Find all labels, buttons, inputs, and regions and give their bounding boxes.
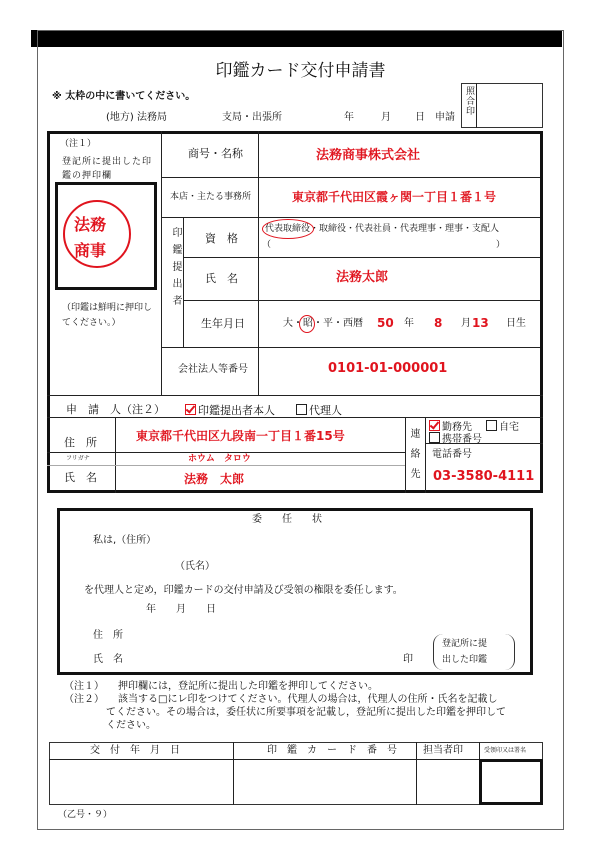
proxy-line3: を代理人と定め，印鑑カードの交付申請及び受領の権限を委任します。: [84, 585, 403, 596]
proxy-seal-mark: 印: [403, 654, 413, 665]
dob-month-unit: 月: [461, 318, 471, 329]
registrant-name-label: 氏 名: [205, 272, 238, 285]
stamp-text-2: 商事: [74, 241, 107, 260]
shougou-label: 照合印: [464, 86, 474, 116]
note1-text: 押印欄には，登記所に提出した印鑑を押印してください。: [118, 681, 378, 692]
corp-no-label: 会社法人等番号: [178, 364, 248, 375]
footer-col-issue-date: 交 付 年 月 日: [90, 745, 180, 756]
seal-note: （注１）: [60, 139, 97, 149]
day-label: 日: [415, 112, 425, 123]
furigana-label: フリガナ: [66, 455, 90, 462]
note1-label: （注１）: [64, 681, 104, 692]
seal-caption: 登記所に提出した印鑑の押印欄: [62, 157, 153, 181]
applicant-name-label: 氏 名: [64, 471, 97, 484]
year-label: 年: [344, 112, 354, 123]
apply-label: 申請: [435, 112, 455, 123]
proxy-name: 氏 名: [93, 654, 123, 665]
applicant-address-label: 住 所: [64, 436, 97, 449]
company-name-value[interactable]: 法務商事株式会社: [316, 148, 421, 163]
applicant-label: 申 請 人（注２）: [66, 403, 165, 416]
branch-label: 支局・出張所: [222, 112, 282, 123]
proxy-seal-note-1: 登記所に提: [442, 639, 488, 649]
proxy-line2: （氏名）: [175, 561, 215, 572]
note2-text-b: てください。その場合は，委任状に所要事項を記載し，登記所に提出した印鑑を押印して: [106, 707, 506, 718]
corp-no-value[interactable]: 0101-01-000001: [328, 361, 448, 376]
company-name-label: 商号・名称: [188, 147, 243, 160]
role-options[interactable]: 代表取締役・取締役・代表社員・代表理事・理事・支配人: [265, 224, 500, 234]
dob-year-unit: 年: [404, 318, 414, 329]
applicant-agent-option[interactable]: 代理人: [296, 404, 342, 416]
dob-month[interactable]: 8: [434, 316, 443, 330]
footer-col-card-number: 印 鑑 カ ー ド 番 号: [267, 745, 397, 756]
dob-day-unit: 日生: [506, 318, 526, 329]
era-options[interactable]: 大・昭・平・西暦: [283, 318, 363, 329]
stamp-text-1: 法務: [74, 215, 107, 234]
proxy-seal-note-2: 出した印鑑: [442, 655, 488, 665]
seal-footnote: （印鑑は鮮明に押印してください。）: [62, 303, 153, 328]
dob-label: 生年月日: [201, 317, 245, 330]
note2-text-a: 該当する□にレ印をつけてください。代理人の場合は，代理人の住所・氏名を記載し: [118, 694, 498, 705]
proxy-date: 年 月 日: [146, 604, 216, 615]
month-label: 月: [381, 112, 391, 123]
contact-mobile-option[interactable]: 携帯番号: [429, 432, 482, 445]
company-address-value[interactable]: 東京都千代田区霞ヶ関一丁目１番１号: [292, 190, 497, 204]
phone-value[interactable]: 03-3580-4111: [433, 469, 535, 484]
era-selected-circle: [299, 315, 315, 333]
dob-day[interactable]: 13: [472, 316, 489, 330]
receipt-signature-box[interactable]: [479, 759, 543, 805]
company-address-label: 本店・主たる事務所: [170, 192, 252, 202]
proxy-title: 委 任 状: [252, 514, 322, 525]
role-paren: （ ）: [262, 240, 506, 250]
form-code: （乙号・９）: [58, 810, 113, 820]
mobile-checkbox[interactable]: [429, 432, 440, 443]
bureau-label: (地方) 法務局: [106, 112, 167, 123]
instruction-text: ※ 太枠の中に書いてください。: [52, 91, 196, 102]
applicant-address-value[interactable]: 東京都千代田区九段南一丁目１番15号: [136, 429, 345, 443]
note2-label: （注２）: [64, 694, 104, 705]
applicant-name-value[interactable]: 法務 太郎: [184, 472, 245, 486]
registrant-name-value[interactable]: 法務太郎: [336, 270, 389, 285]
agent-checkbox[interactable]: [296, 404, 307, 415]
proxy-line1: 私は,（住所）: [93, 535, 157, 546]
proxy-address: 住 所: [93, 630, 123, 641]
home-checkbox[interactable]: [486, 420, 497, 431]
work-checkbox[interactable]: [429, 420, 440, 431]
role-selected-circle: [262, 219, 314, 239]
contact-home-option[interactable]: 自宅: [486, 420, 519, 433]
applicant-self-option[interactable]: 印鑑提出者本人: [185, 404, 275, 416]
furigana-value[interactable]: ホウム タロウ: [188, 454, 251, 464]
phone-label: 電話番号: [432, 449, 472, 460]
footer-col-staff-seal: 担当者印: [423, 745, 463, 756]
role-label: 資 格: [205, 232, 238, 245]
form-title: 印鑑カード交付申請書: [215, 61, 386, 81]
registrant-side-label: 印鑑提出者: [170, 227, 181, 312]
note2-text-c: ください。: [106, 720, 156, 731]
contact-side-label: 連絡先: [408, 428, 419, 488]
footer-col-receipt: 受領印又は署名: [484, 747, 527, 754]
contact-work-option[interactable]: 勤務先: [429, 420, 472, 433]
dob-year[interactable]: 50: [377, 316, 394, 330]
self-checkbox[interactable]: [185, 404, 196, 415]
